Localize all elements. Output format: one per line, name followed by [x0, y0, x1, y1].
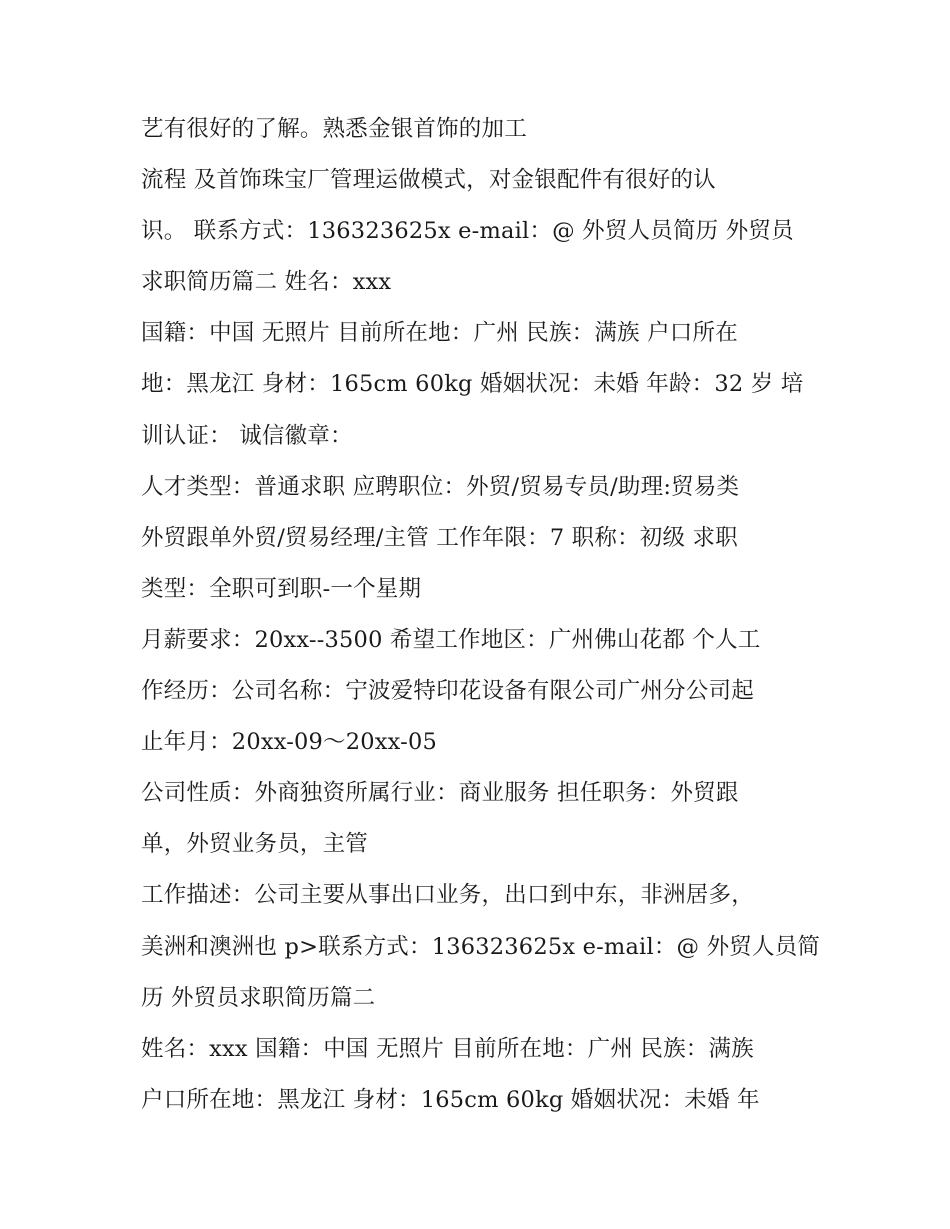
text-line: 地：黑龙江 身材：165cm 60kg 婚姻状况：未婚 年龄：32 岁 培 — [141, 371, 804, 398]
text-line: 流程 及首饰珠宝厂管理运做模式，对金银配件有很好的认 — [141, 167, 716, 194]
text-line: 外贸跟单外贸/贸易经理/主管 工作年限：7 职称：初级 求职 — [141, 524, 738, 551]
text-line: 训认证： 诚信徽章： — [141, 422, 353, 449]
text-line: 历 外贸员求职简历篇二 — [141, 984, 376, 1011]
text-line: 识。 联系方式：136323625x e-mail：@ 外贸人员简历 外贸员 — [141, 218, 794, 245]
document-body — [141, 104, 831, 1126]
text-line: 美洲和澳洲也 p>联系方式：136323625x e-mail：@ 外贸人员简 — [141, 933, 821, 960]
text-line: 人才类型：普通求职 应聘职位：外贸/贸易专员/助理:贸易类 — [141, 473, 740, 500]
text-line: 艺有很好的了解。熟悉金银首饰的加工 — [141, 116, 527, 142]
text-line: 工作描述：公司主要从事出口业务，出口到中东，非洲居多， — [141, 882, 754, 909]
text-line: 国籍：中国 无照片 目前所在地：广州 民族：满族 户口所在 — [141, 320, 738, 347]
text-line: 姓名：xxx 国籍：中国 无照片 目前所在地：广州 民族：满族 — [141, 1035, 754, 1062]
text-line: 作经历：公司名称：宁波爱特印花设备有限公司广州分公司起 — [141, 678, 754, 705]
text-line: 户口所在地：黑龙江 身材：165cm 60kg 婚姻状况：未婚 年 — [141, 1086, 760, 1113]
text-line: 单，外贸业务员，主管 — [141, 831, 369, 858]
text-line: 公司性质：外商独资所属行业：商业服务 担任职务：外贸跟 — [141, 780, 739, 807]
text-line: 类型：全职可到职-一个星期 — [141, 575, 422, 602]
text-line: 月薪要求：20xx--3500 希望工作地区：广州佛山花都 个人工 — [141, 626, 761, 653]
text-line: 求职简历篇二 姓名：xxx — [141, 269, 392, 296]
text-line: 止年月：20xx-09～20xx-05 — [141, 729, 437, 756]
